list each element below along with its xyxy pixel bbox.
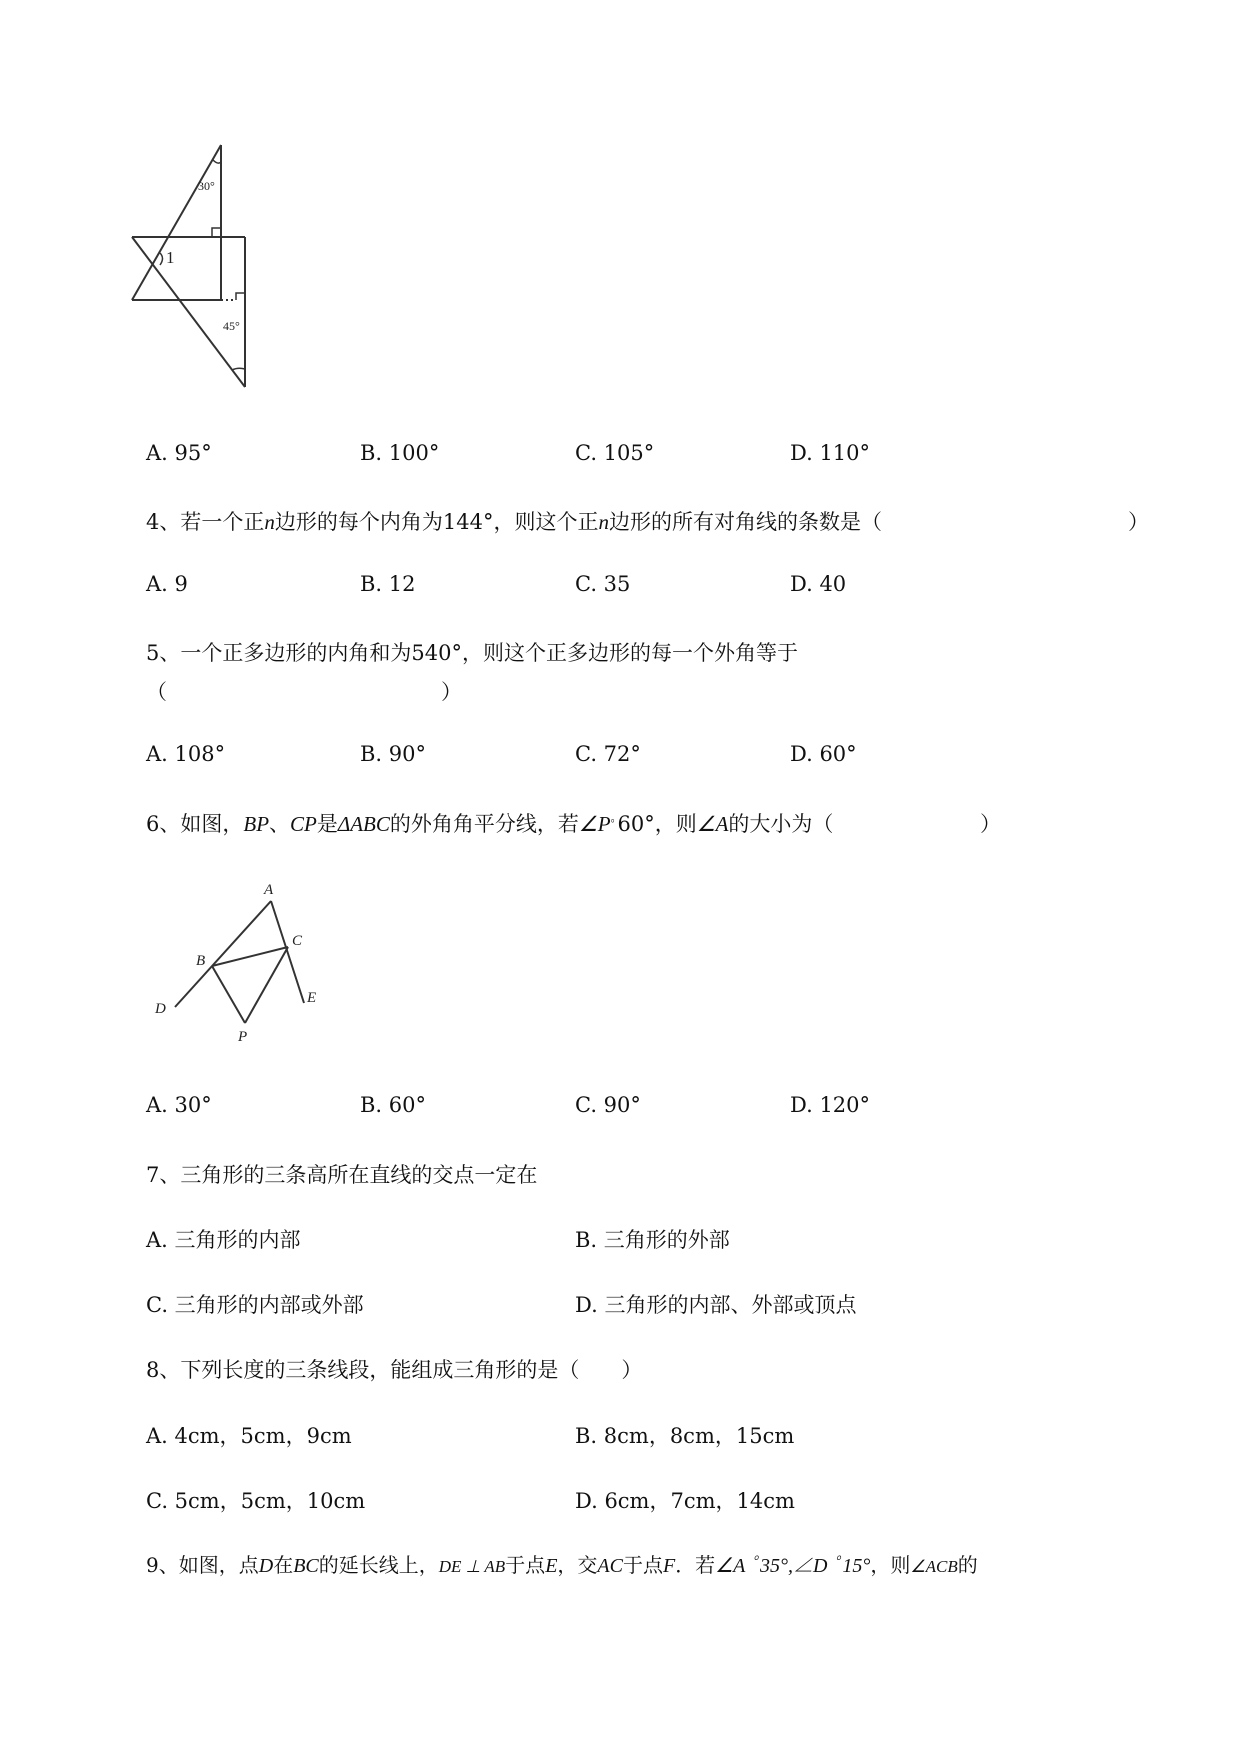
q8-option-c: C. 5cm，5cm，10cm [146,1489,366,1513]
q9-stem-part-c: 的延长线上， [318,1553,439,1577]
q9-stem-part-f: 于点 [622,1553,663,1577]
q5-option-c: C. 72° [575,742,641,766]
q8-option-b: B. 8cm，8cm，15cm [575,1424,795,1448]
q8-option-a: A. 4cm，5cm，9cm [146,1424,352,1448]
q9-point-f: F [662,1555,676,1577]
q3-angle-arc-1 [160,253,163,265]
q7-option-b: B. 三角形的外部 [575,1228,730,1252]
q9-stem [146,1549,978,1578]
q6-value: 60° [617,812,655,836]
q6-stem-part-d: ，则 [654,812,697,836]
q3-angle-arc-30 [213,160,221,163]
q6-label-d: D [155,1001,166,1017]
q4-option-c: C. 35 [575,572,631,596]
q7-stem: 7、三角形的三条高所在直线的交点一定在 [146,1163,538,1187]
q4-number: 4、 [146,510,181,534]
q5-option-b: B. 90° [360,742,427,766]
q9-stem-part-e: ，交 [557,1553,598,1577]
q6-option-a: A. 30° [146,1093,212,1117]
q6-figure [150,875,330,1045]
q3-hypotenuse-45 [132,237,245,387]
q6-label-e: E [307,990,317,1006]
q6-label-c: C [292,933,303,949]
q6-equal-mark: ﾟ [610,819,618,835]
q3-right-angle-mark [212,228,221,237]
q6-option-b: B. 60° [360,1093,427,1117]
q6-segment-bc [212,947,288,966]
q6-label-p: P [238,1029,248,1045]
q9-stem-part-g: ．若 [675,1553,716,1577]
q6-segment-ae [271,901,304,1003]
q4-option-b: B. 12 [360,572,416,596]
q6-stem-part-b: 是 [316,812,338,836]
q5-option-a: A. 108° [146,742,226,766]
q9-stem-part-i: 的 [957,1553,978,1577]
q4-close-paren: ） [1128,510,1149,534]
q6-stem [146,808,833,838]
q6-stem-part-e: 的大小为（ [728,812,834,836]
q3-hypotenuse-30 [132,145,221,300]
q3-angle-label-45: 45° [223,319,240,333]
q4-stem-part-b: 边形的每个内角为144°，则这个正 [274,510,599,534]
q6-angle-a: ∠A [696,812,729,836]
q6-stem-part-a: 6、如图， [146,812,244,836]
q6-option-d: D. 120° [790,1093,871,1117]
q6-label-a: A [264,882,274,898]
q9-stem-part-a: 9、如图，点 [146,1553,259,1577]
q9-stem-part-b: 在 [273,1553,294,1577]
q3-angle-label-30: 30° [198,179,215,193]
q9-point-d: D [258,1555,274,1577]
q4-var-n-2: n [598,510,609,534]
q5-open-paren: （ [146,680,167,704]
q9-angle-acb: ∠ACB [910,1557,958,1576]
q8-option-d: D. 6cm，7cm，14cm [575,1489,795,1513]
q3-option-b: B. 100° [360,441,440,465]
q6-separator: 、 [269,812,291,836]
q9-stem-part-d: 于点 [505,1553,546,1577]
q4-option-d: D. 40 [790,572,847,596]
q9-segment-ac: AC [597,1555,623,1577]
q3-figure [120,135,280,395]
q6-segment-bp: BP [243,812,270,836]
q6-label-b: B [196,953,206,969]
q5-stem: 5、一个正多边形的内角和为540°，则这个正多边形的每一个外角等于 [146,641,798,665]
q3-option-d: D. 110° [790,441,871,465]
q4-stem [146,506,882,536]
q6-triangle-abc: ΔABC [337,812,390,836]
q7-option-a: A. 三角形的内部 [146,1228,301,1252]
q6-segment-cp [245,947,288,1023]
q4-var-n: n [264,510,275,534]
q3-angle-label-1: 1 [166,248,175,267]
q6-stem-part-c: 的外角角平分线，若 [389,812,579,836]
q4-stem-part-a: 若一个正 [180,510,265,534]
q9-point-e: E [545,1555,558,1577]
q3-option-c: C. 105° [575,441,655,465]
q9-condition: ∠A ﾟ35°,∠D ﾟ15° [715,1555,871,1577]
q6-segment-bp [212,966,245,1023]
q8-stem: 8、下列长度的三条线段，能组成三角形的是（ ） [146,1358,643,1382]
q7-option-d: D. 三角形的内部、外部或顶点 [575,1293,857,1317]
q9-stem-part-h: ，则 [870,1553,911,1577]
q5-option-d: D. 60° [790,742,857,766]
q9-segment-bc: BC [293,1555,319,1577]
q3-angle-arc-45 [232,368,245,370]
q6-close-paren: ） [980,812,1001,836]
q3-right-angle-mark-2 [236,293,245,300]
q4-stem-part-c: 边形的所有对角线的条数是（ [608,510,882,534]
q7-option-c: C. 三角形的内部或外部 [146,1293,364,1317]
q3-option-a: A. 95° [146,441,212,465]
q6-option-c: C. 90° [575,1093,641,1117]
q6-segment-cp: CP [290,812,317,836]
q4-option-a: A. 9 [146,572,188,596]
q6-angle-p: ∠P [578,812,611,836]
q5-close-paren: ） [441,680,462,704]
q9-perpendicular: DE ⊥ AB [438,1557,506,1576]
